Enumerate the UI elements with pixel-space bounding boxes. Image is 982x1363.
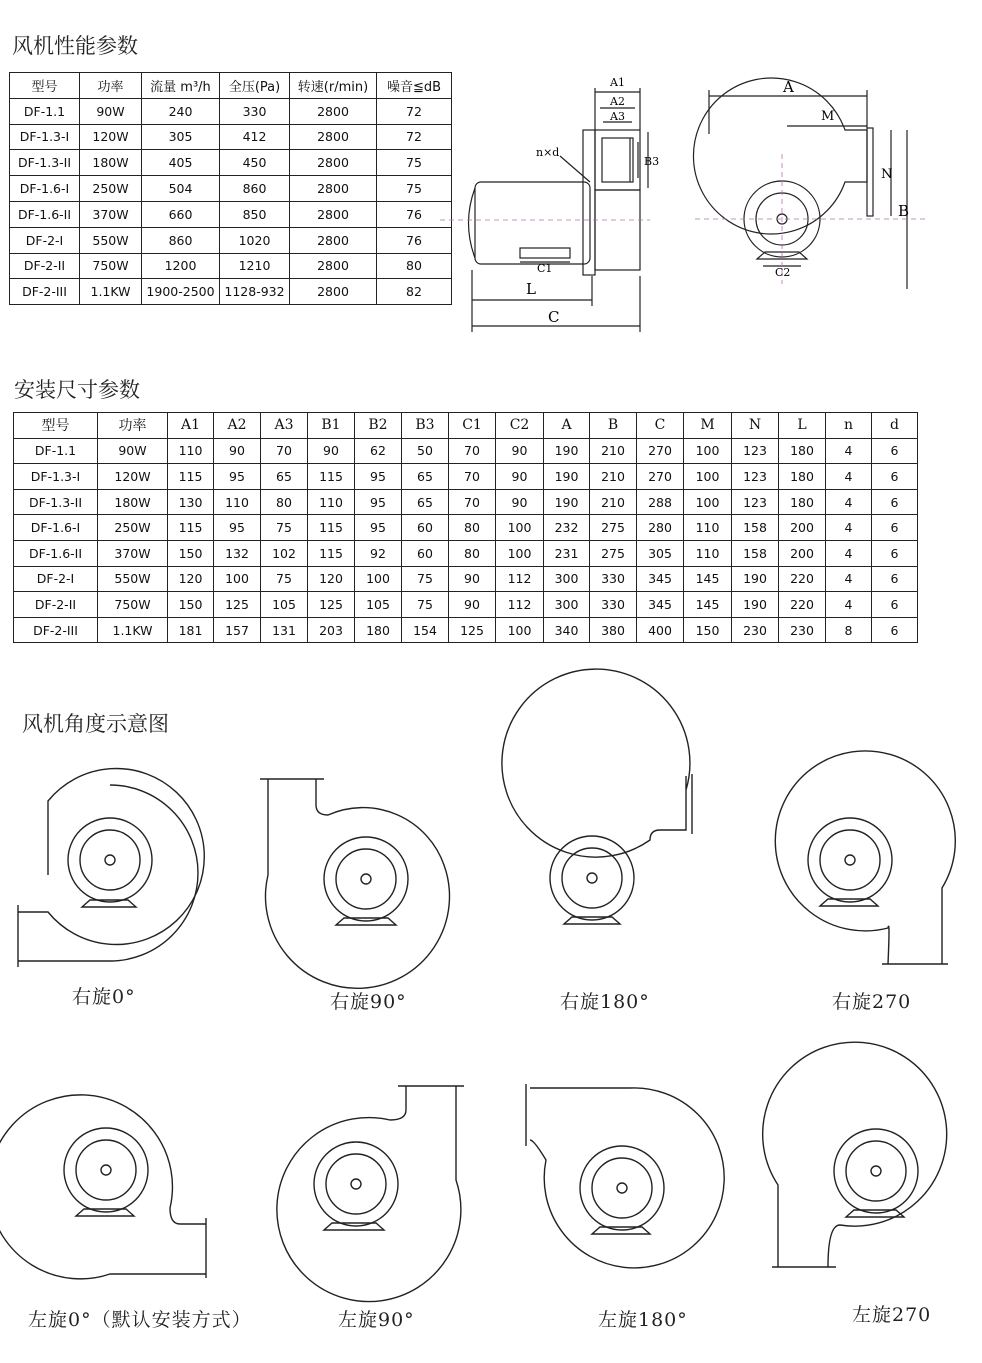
dims-cell: 70	[449, 489, 496, 515]
label-b3: B3	[644, 155, 660, 168]
caption-right-0: 右旋0°	[72, 986, 136, 1008]
dims-cell: 75	[261, 566, 308, 592]
perf-cell: 1210	[220, 253, 290, 279]
dims-cell: 210	[590, 464, 637, 490]
dims-body	[14, 438, 918, 643]
perf-cell: 450	[220, 150, 290, 176]
perf-cell: DF-2-II	[10, 253, 80, 279]
dims-cell: 4	[826, 540, 872, 566]
perf-cell: 370W	[80, 201, 142, 227]
dims-cell: 62	[355, 438, 402, 464]
perf-cell: DF-1.6-I	[10, 176, 80, 202]
dims-cell: 158	[732, 540, 779, 566]
table-row	[10, 124, 452, 150]
dims-cell: 4	[826, 592, 872, 618]
perf-cell: 76	[377, 201, 452, 227]
perf-cell: 72	[377, 98, 452, 124]
dims-cell: 112	[496, 566, 544, 592]
perf-cell: 2800	[290, 98, 377, 124]
dims-cell: 150	[684, 617, 732, 643]
perf-cell: 550W	[80, 227, 142, 253]
dims-cell: 150	[168, 540, 214, 566]
perf-cell: 2800	[290, 150, 377, 176]
dims-header-9: C2	[496, 413, 544, 439]
dims-header-6: B2	[355, 413, 402, 439]
dims-cell: 4	[826, 489, 872, 515]
fan-left-270-icon	[770, 1075, 970, 1275]
perf-cell: 1.1KW	[80, 279, 142, 305]
perf-cell: 72	[377, 124, 452, 150]
perf-cell: 750W	[80, 253, 142, 279]
table-row	[14, 540, 918, 566]
dims-cell: 95	[214, 515, 261, 541]
dims-cell: 330	[590, 566, 637, 592]
label-a3: A3	[610, 110, 625, 123]
dims-cell: DF-2-III	[14, 617, 98, 643]
dims-cell: 70	[449, 438, 496, 464]
table-row	[14, 566, 918, 592]
motor-foot	[520, 248, 570, 258]
dims-cell: 100	[496, 540, 544, 566]
front-view-diagram	[695, 74, 925, 294]
dims-cell: 180	[779, 489, 826, 515]
dims-cell: 125	[308, 592, 355, 618]
dims-header-14: N	[732, 413, 779, 439]
label-n: N	[881, 167, 893, 182]
dims-header-16: n	[826, 413, 872, 439]
dims-cell: 340	[544, 617, 590, 643]
dims-header-8: C1	[449, 413, 496, 439]
perf-cell: 1128-932	[220, 279, 290, 305]
dims-cell: 60	[402, 540, 449, 566]
fan-left-180-icon	[520, 1080, 725, 1285]
dims-cell: 4	[826, 515, 872, 541]
dims-cell: 120W	[98, 464, 168, 490]
dims-cell: 132	[214, 540, 261, 566]
table-row	[10, 176, 452, 202]
perf-title: 风机性能参数	[12, 34, 138, 58]
dims-cell: 145	[684, 566, 732, 592]
dims-cell: 370W	[98, 540, 168, 566]
dims-cell: 250W	[98, 515, 168, 541]
dims-cell: 550W	[98, 566, 168, 592]
dims-cell: 232	[544, 515, 590, 541]
dims-cell: 123	[732, 464, 779, 490]
dims-cell: 115	[308, 464, 355, 490]
dims-cell: 288	[637, 489, 684, 515]
caption-right-270: 右旋270	[832, 991, 912, 1013]
fan-right-0-icon	[10, 775, 220, 975]
dims-cell: 75	[402, 592, 449, 618]
dims-header-15: L	[779, 413, 826, 439]
fan-housing	[693, 78, 867, 234]
dims-cell: 400	[637, 617, 684, 643]
dims-cell: DF-2-II	[14, 592, 98, 618]
dims-cell: 110	[308, 489, 355, 515]
dims-cell: 60	[402, 515, 449, 541]
dims-cell: 90	[496, 489, 544, 515]
dims-cell: 154	[402, 617, 449, 643]
dims-cell: 90	[214, 438, 261, 464]
perf-cell: 850	[220, 201, 290, 227]
perf-cell: 76	[377, 227, 452, 253]
perf-cell: 860	[142, 227, 220, 253]
perf-cell: DF-2-I	[10, 227, 80, 253]
dims-cell: 345	[637, 566, 684, 592]
dims-cell: 100	[684, 464, 732, 490]
perf-cell: 240	[142, 98, 220, 124]
dims-cell: 112	[496, 592, 544, 618]
dims-cell: 65	[261, 464, 308, 490]
dims-cell: 115	[168, 464, 214, 490]
perf-header-row	[10, 73, 452, 99]
dims-cell: DF-1.3-I	[14, 464, 98, 490]
dims-cell: 6	[872, 592, 918, 618]
dims-cell: 80	[261, 489, 308, 515]
dims-cell: 130	[168, 489, 214, 515]
label-c1: C1	[537, 262, 553, 275]
perf-cell: 305	[142, 124, 220, 150]
dims-cell: 210	[590, 438, 637, 464]
table-row	[10, 227, 452, 253]
dims-cell: 157	[214, 617, 261, 643]
motor-end-cap	[469, 188, 476, 258]
dims-cell: 95	[355, 464, 402, 490]
dims-cell: 123	[732, 489, 779, 515]
dims-cell: 75	[402, 566, 449, 592]
label-a1: A1	[610, 76, 625, 89]
dims-cell: 6	[872, 438, 918, 464]
dims-cell: 6	[872, 515, 918, 541]
perf-cell: 2800	[290, 124, 377, 150]
perf-cell: 2800	[290, 279, 377, 305]
dims-cell: 123	[732, 438, 779, 464]
dims-cell: 70	[449, 464, 496, 490]
dimensions-table	[13, 412, 918, 643]
dims-cell: 70	[261, 438, 308, 464]
dims-cell: 90W	[98, 438, 168, 464]
dims-cell: 190	[732, 566, 779, 592]
dims-cell: 115	[308, 540, 355, 566]
dims-cell: 75	[261, 515, 308, 541]
dims-cell: 131	[261, 617, 308, 643]
dims-cell: 330	[590, 592, 637, 618]
table-row	[14, 617, 918, 643]
dims-header-10: A	[544, 413, 590, 439]
dims-cell: 230	[732, 617, 779, 643]
perf-cell: 90W	[80, 98, 142, 124]
dims-cell: 4	[826, 566, 872, 592]
perf-cell: 2800	[290, 227, 377, 253]
caption-left-90: 左旋90°	[338, 1309, 415, 1331]
dims-cell: 190	[732, 592, 779, 618]
dims-title: 安装尺寸参数	[14, 378, 140, 402]
dims-header-1: 功率	[98, 413, 168, 439]
dims-cell: 90	[449, 566, 496, 592]
dims-header-0: 型号	[14, 413, 98, 439]
angle-title: 风机角度示意图	[22, 712, 169, 736]
perf-header-5: 噪音≦dB	[377, 73, 452, 99]
label-m: M	[821, 109, 835, 124]
table-row	[10, 253, 452, 279]
perf-cell: 860	[220, 176, 290, 202]
dims-cell: 110	[684, 540, 732, 566]
perf-cell: 1900-2500	[142, 279, 220, 305]
dims-header-4: A3	[261, 413, 308, 439]
label-a2: A2	[610, 95, 625, 108]
perf-cell: 250W	[80, 176, 142, 202]
dims-cell: 110	[214, 489, 261, 515]
dims-cell: 92	[355, 540, 402, 566]
dims-cell: 181	[168, 617, 214, 643]
dims-cell: 380	[590, 617, 637, 643]
dims-cell: 120	[308, 566, 355, 592]
table-row	[10, 279, 452, 305]
dims-cell: 200	[779, 515, 826, 541]
table-row	[14, 515, 918, 541]
dims-cell: 180	[779, 438, 826, 464]
motor-body	[475, 182, 590, 264]
dims-cell: 275	[590, 515, 637, 541]
caption-right-180: 右旋180°	[560, 991, 650, 1013]
perf-cell: DF-1.1	[10, 98, 80, 124]
dims-cell: 300	[544, 566, 590, 592]
dims-cell: 105	[355, 592, 402, 618]
dims-cell: 90	[496, 438, 544, 464]
side-view-diagram	[440, 70, 660, 340]
dims-cell: 300	[544, 592, 590, 618]
perf-header-1: 功率	[80, 73, 142, 99]
dims-cell: 120	[168, 566, 214, 592]
dims-header-7: B3	[402, 413, 449, 439]
perf-cell: DF-1.3-II	[10, 150, 80, 176]
perf-cell: DF-1.3-I	[10, 124, 80, 150]
dims-cell: 305	[637, 540, 684, 566]
dims-cell: 231	[544, 540, 590, 566]
dims-cell: 100	[214, 566, 261, 592]
dims-cell: 220	[779, 566, 826, 592]
label-l: L	[526, 280, 536, 298]
dims-header-12: C	[637, 413, 684, 439]
dims-cell: 280	[637, 515, 684, 541]
dims-cell: 100	[355, 566, 402, 592]
dims-cell: 115	[168, 515, 214, 541]
label-c: C	[548, 308, 560, 326]
dims-cell: 6	[872, 617, 918, 643]
label-nd: n×d	[536, 146, 560, 159]
dims-cell: 110	[168, 438, 214, 464]
dims-cell: 80	[449, 515, 496, 541]
perf-cell: 660	[142, 201, 220, 227]
perf-cell: DF-1.6-II	[10, 201, 80, 227]
label-a: A	[783, 78, 794, 96]
table-row	[14, 592, 918, 618]
dims-cell: 158	[732, 515, 779, 541]
dims-cell: 95	[355, 515, 402, 541]
perf-cell: 75	[377, 176, 452, 202]
label-c2: C2	[775, 266, 791, 279]
dims-cell: 203	[308, 617, 355, 643]
dims-cell: DF-2-I	[14, 566, 98, 592]
dims-cell: 100	[684, 489, 732, 515]
perf-cell: 412	[220, 124, 290, 150]
perf-cell: 504	[142, 176, 220, 202]
dims-header-13: M	[684, 413, 732, 439]
caption-left-270: 左旋270	[852, 1304, 932, 1326]
dims-header-row	[14, 413, 918, 439]
dims-cell: 95	[214, 464, 261, 490]
perf-cell: 2800	[290, 176, 377, 202]
caption-left-180: 左旋180°	[598, 1309, 688, 1331]
perf-body	[10, 98, 452, 304]
dims-cell: 275	[590, 540, 637, 566]
fan-left-90-icon	[270, 1080, 470, 1280]
perf-cell: 1200	[142, 253, 220, 279]
perf-cell: DF-2-III	[10, 279, 80, 305]
dims-cell: DF-1.3-II	[14, 489, 98, 515]
fan-right-180-icon	[500, 770, 710, 970]
dims-cell: 4	[826, 438, 872, 464]
dims-cell: 190	[544, 464, 590, 490]
dims-cell: DF-1.1	[14, 438, 98, 464]
dims-cell: 145	[684, 592, 732, 618]
dims-cell: 210	[590, 489, 637, 515]
dims-cell: 102	[261, 540, 308, 566]
perf-cell: 120W	[80, 124, 142, 150]
dims-cell: 150	[168, 592, 214, 618]
table-row	[10, 98, 452, 124]
perf-cell: 405	[142, 150, 220, 176]
fan-flange	[583, 130, 595, 275]
dims-cell: 80	[449, 540, 496, 566]
dims-cell: 115	[308, 515, 355, 541]
perf-cell: 75	[377, 150, 452, 176]
dims-cell: 200	[779, 540, 826, 566]
dims-cell: 750W	[98, 592, 168, 618]
perf-cell: 80	[377, 253, 452, 279]
dims-header-2: A1	[168, 413, 214, 439]
dims-cell: 100	[496, 617, 544, 643]
dims-cell: DF-1.6-II	[14, 540, 98, 566]
perf-header-2: 流量 m³/h	[142, 73, 220, 99]
dims-cell: 125	[449, 617, 496, 643]
dims-cell: 4	[826, 464, 872, 490]
perf-header-4: 转速(r/min)	[290, 73, 377, 99]
perf-header-0: 型号	[10, 73, 80, 99]
fan-right-270-icon	[758, 768, 968, 973]
dims-cell: 100	[684, 438, 732, 464]
perf-cell: 330	[220, 98, 290, 124]
perf-header-3: 全压(Pa)	[220, 73, 290, 99]
label-b: B	[898, 202, 910, 220]
dims-cell: 125	[214, 592, 261, 618]
dims-cell: 100	[496, 515, 544, 541]
caption-right-90: 右旋90°	[330, 991, 407, 1013]
dims-cell: DF-1.6-I	[14, 515, 98, 541]
dims-cell: 90	[496, 464, 544, 490]
dims-cell: 50	[402, 438, 449, 464]
performance-table	[9, 72, 452, 305]
perf-cell: 2800	[290, 253, 377, 279]
dims-cell: 90	[308, 438, 355, 464]
dims-cell: 90	[449, 592, 496, 618]
perf-cell: 2800	[290, 201, 377, 227]
dims-cell: 95	[355, 489, 402, 515]
table-row	[14, 489, 918, 515]
table-row	[10, 150, 452, 176]
dims-cell: 180	[355, 617, 402, 643]
dims-cell: 345	[637, 592, 684, 618]
perf-cell: 180W	[80, 150, 142, 176]
dims-cell: 6	[872, 464, 918, 490]
dims-cell: 65	[402, 489, 449, 515]
dims-cell: 180W	[98, 489, 168, 515]
dims-cell: 270	[637, 464, 684, 490]
dims-cell: 6	[872, 566, 918, 592]
dims-cell: 190	[544, 489, 590, 515]
perf-cell: 82	[377, 279, 452, 305]
fan-right-90-icon	[258, 775, 468, 975]
dims-header-3: A2	[214, 413, 261, 439]
table-row	[14, 464, 918, 490]
dims-cell: 1.1KW	[98, 617, 168, 643]
table-row	[10, 201, 452, 227]
dims-header-11: B	[590, 413, 637, 439]
perf-cell: 1020	[220, 227, 290, 253]
dims-header-17: d	[872, 413, 918, 439]
dims-cell: 65	[402, 464, 449, 490]
dims-cell: 180	[779, 464, 826, 490]
dims-cell: 190	[544, 438, 590, 464]
caption-left-0: 左旋0°（默认安装方式）	[28, 1309, 252, 1331]
dims-cell: 6	[872, 540, 918, 566]
dims-cell: 6	[872, 489, 918, 515]
dims-cell: 230	[779, 617, 826, 643]
table-row	[14, 438, 918, 464]
dims-cell: 220	[779, 592, 826, 618]
fan-left-0-icon	[10, 1078, 220, 1283]
dims-cell: 110	[684, 515, 732, 541]
dims-header-5: B1	[308, 413, 355, 439]
dims-cell: 105	[261, 592, 308, 618]
dims-cell: 270	[637, 438, 684, 464]
dims-cell: 8	[826, 617, 872, 643]
